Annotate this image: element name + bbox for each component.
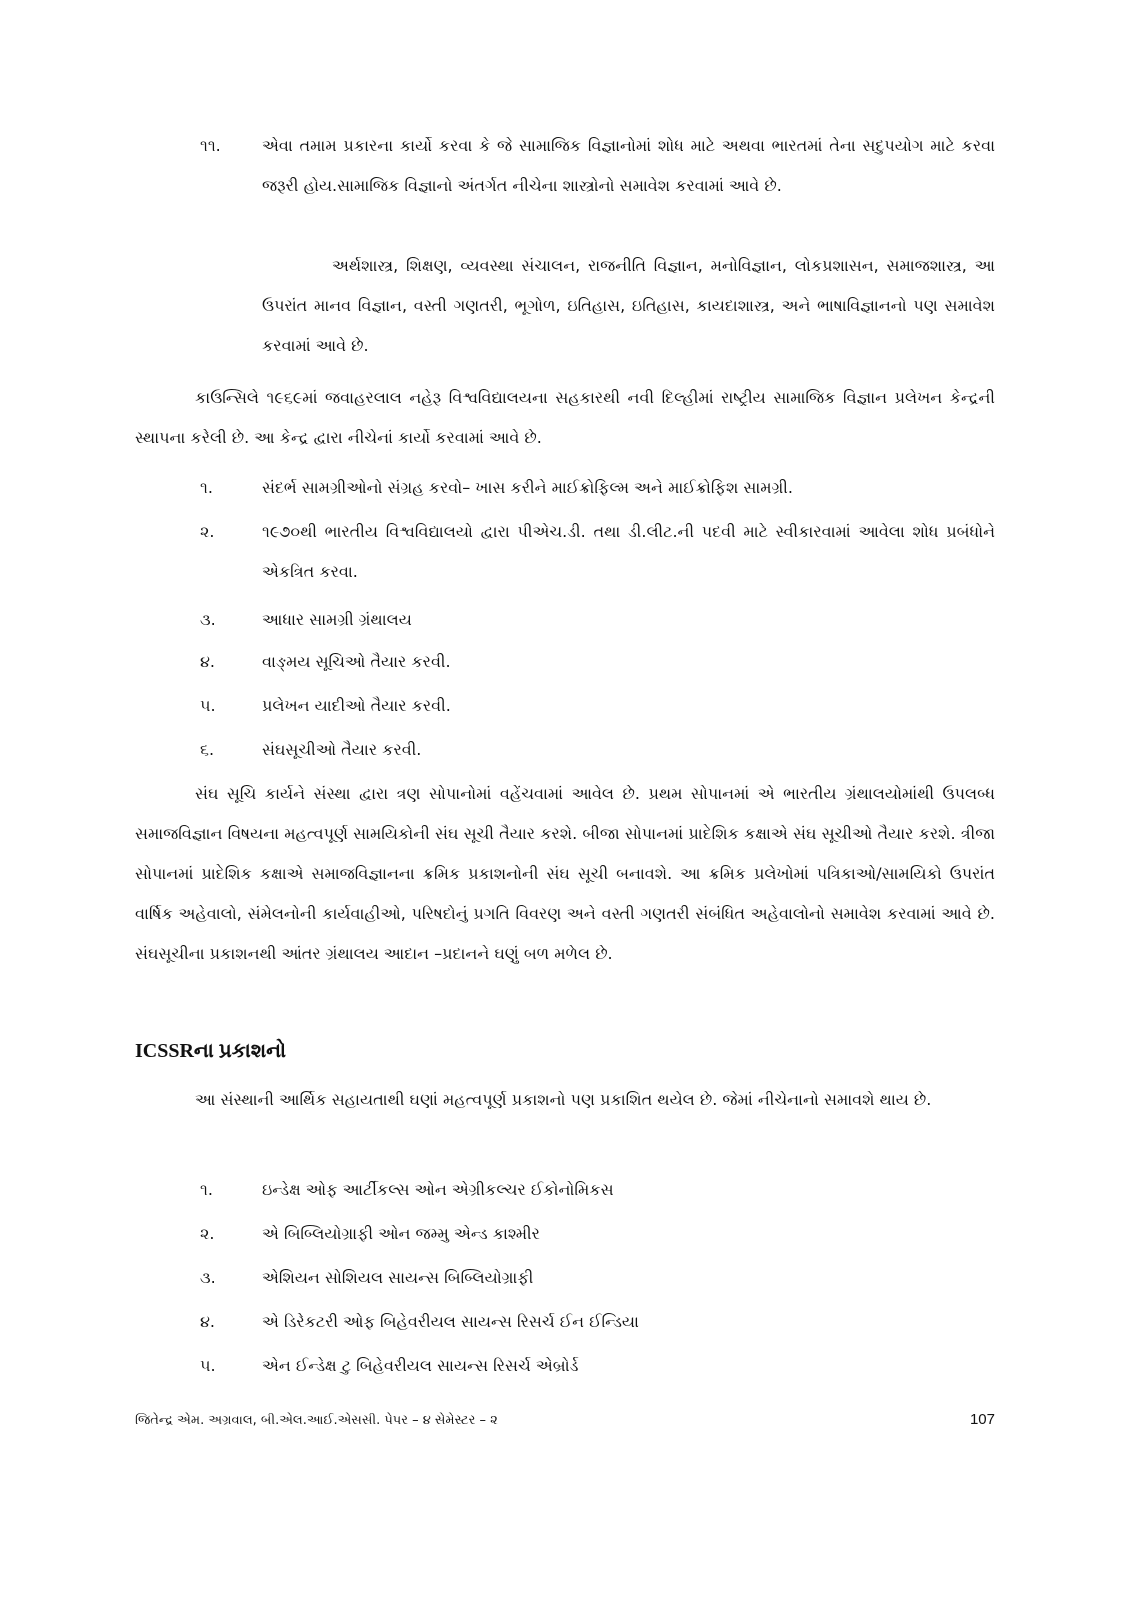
list-number: ૧. <box>200 478 213 497</box>
list-item-text: એવા તમામ પ્રકારના કાર્યો કરવા કે જે સામાજિક વિજ્ઞાનોમાં શોધ માટે અથવા ભારતમાં તેના સદુપયોગ માટે કરવા જરૂરી હોય.સામાજિક વિજ્ઞાનો અંતર્ગત નીચેના શાસ્ત્રોનો સમાવેશ કરવામાં આવે છે. <box>262 136 995 195</box>
list-item-text: એ ડિરેકટરી ઓફ બિહેવરીયલ સાયન્સ રિસર્ચ ઈન ઈન્ડિયા <box>262 1312 639 1331</box>
list-item-text: એન ઈન્ડેક્ષ ટુ બિહેવરીયલ સાયન્સ રિસર્ચ એબ્રોર્ડ <box>262 1356 579 1375</box>
list-item-text: ઇન્ડેક્ષ ઓફ આર્ટીકલ્સ ઓન એગ્રીકલ્ચર ઈકોનોમિકસ <box>262 1180 614 1199</box>
list-item-text: વાઙ્મય સૂચિઓ તૈયાર કરવી. <box>262 652 451 671</box>
list-item-text: એશિયન સોશિયલ સાયન્સ બિબ્લિયોગ્રાફી <box>262 1268 534 1287</box>
list-item-text: પ્રલેખન યાદીઓ તૈયાર કરવી. <box>262 696 451 715</box>
list-item-text: સંદર્ભ સામગ્રીઓનો સંગ્રહ કરવો– ખાસ કરીને માઈક્રોફિલ્મ અને માઈક્રોફિશ સામગ્રી. <box>262 478 793 497</box>
page-number: 107 <box>969 1411 995 1428</box>
list-number: ૨. <box>200 1224 215 1243</box>
union-catalogue-paragraph: સંઘ સૂચિ કાર્યને સંસ્થા દ્વારા ત્રણ સોપાનોમાં વહેંચવામાં આવેલ છે. પ્રથમ સોપાનમાં એ ભારતીય ગ્રંથાલયોમાંથી ઉપલબ્ધ સમાજવિજ્ઞાન વિષયના મહત્વપૂર્ણ સામયિકોની સંઘ સૂચી તૈયાર કરશે. બીજા સોપાનમાં પ્રાદેશિક કક્ષાએ સંઘ સૂચીઓ તૈયાર કરશે. ત્રીજા સોપાનમાં પ્રાદેશિક કક્ષાએ સમાજવિજ્ઞાનના ક્રમિક પ્રકાશનોની સંઘ સૂચી બનાવશે. આ ક્રમિક પ્રલેખોમાં પત્રિકાઓ/સામયિકો ઉપરાંત વાર્ષિક અહેવાલો, સંમેલનોની કાર્યવાહીઓ, પરિષદોનું પ્રગતિ વિવરણ અને વસ્તી ગણતરી સંબંધિત અહેવાલોનો સમાવેશ કરવામાં આવે છે. સંઘસૂચીના પ્રકાશનથી આંતર ગ્રંથાલય આદાન –પ્રદાનને ઘણું બળ મળેલ છે. <box>135 784 995 963</box>
list-number: ૧૧. <box>200 136 221 155</box>
publications-paragraph: આ સંસ્થાની આર્થિક સહાયતાથી ઘણાં મહત્વપૂર્ણ પ્રકાશનો પણ પ્રકાશિત થયેલ છે. જેમાં નીચેનાનો સમાવશે થાય છે. <box>195 1090 932 1109</box>
council-paragraph: કાઉન્સિલે ૧૯૬૯માં જવાહરલાલ નહેરૂ વિશ્વવિદ્યાલયના સહકારથી નવી દિલ્હીમાં રાષ્ટ્રીય સામાજિક વિજ્ઞાન પ્રલેખન કેન્દ્રની સ્થાપના કરેલી છે. આ કેન્દ્ર દ્વારા નીચેનાં કાર્યો કરવામાં આવે છે. <box>135 388 995 447</box>
list-number: ૫. <box>200 1356 216 1375</box>
section-heading: ICSSRના પ્રકાશનો <box>135 1040 287 1062</box>
list-number: ૩. <box>200 610 216 629</box>
list-number: ૫. <box>200 696 216 715</box>
disciplines-paragraph: અર્થશાસ્ત્ર, શિક્ષણ, વ્યવસ્થા સંચાલન, રાજનીતિ વિજ્ઞાન, મનોવિજ્ઞાન, લોકપ્રશાસન, સમાજશાસ્ત્ર, આ ઉપરાંત માનવ વિજ્ઞાન, વસ્તી ગણતરી, ભૂગોળ, ઇતિહાસ, ઇતિહાસ, કાયદાશાસ્ત્ર, અને ભાષાવિજ્ઞાનનો પણ સમાવેશ કરવામાં આવે છે. <box>262 256 995 355</box>
list-number: ૬. <box>200 740 215 759</box>
list-item-text: ૧૯૭૦થી ભારતીય વિશ્વવિદ્યાલયો દ્વારા પીએચ.ડી. તથા ડી.લીટ.ની પદવી માટે સ્વીકારવામાં આવેલા શોધ પ્રબંધોને એકત્રિત કરવા. <box>262 522 995 581</box>
list-item-text: આધાર સામગ્રી ગ્રંથાલય <box>262 610 412 629</box>
list-item-text: સંઘસૂચીઓ તૈયાર કરવી. <box>262 740 422 759</box>
list-number: ૩. <box>200 1268 216 1287</box>
footer-author: જિતેન્દ્ર એમ. અગ્રવાલ, બી.એલ.આઈ.એસસી. પેપર – ૪ સેમેસ્ટર – ૨ <box>135 1413 498 1428</box>
list-number: ૧. <box>200 1180 213 1199</box>
list-number: ૨. <box>200 522 215 541</box>
list-number: ૪. <box>200 1312 216 1331</box>
list-item-text: એ બિબ્લિયોગ્રાફી ઓન જમ્મુ એન્ડ કાશ્મીર <box>262 1224 540 1243</box>
list-number: ૪. <box>200 652 216 671</box>
